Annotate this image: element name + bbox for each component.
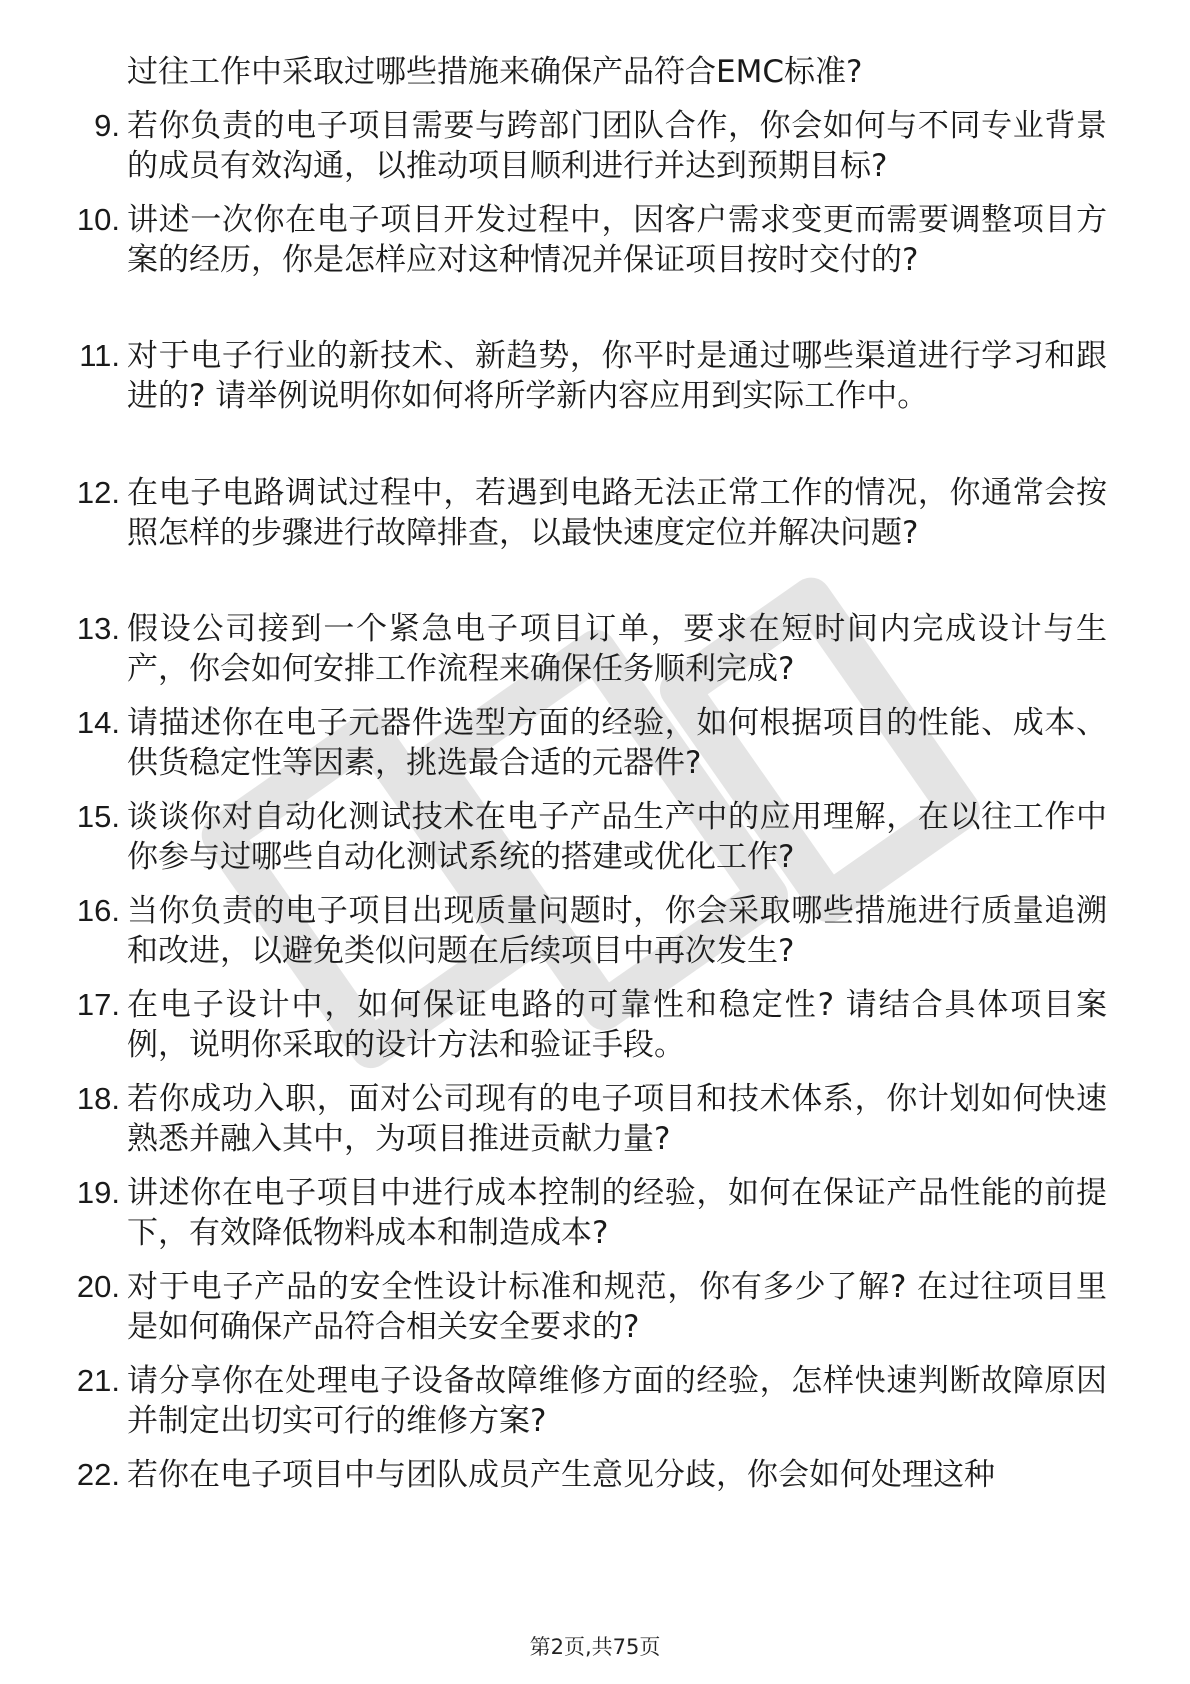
question-number: 21.: [76, 1363, 120, 1398]
question-number: 15.: [76, 799, 120, 834]
question-number: 17.: [76, 987, 120, 1022]
question-number: 10.: [76, 202, 120, 237]
question-text: 在电子电路调试过程中，若遇到电路无法正常工作的情况，你通常会按照怎样的步骤进行故障排查，以最快速度定位并解决问题?: [127, 475, 1107, 551]
question-text: 谈谈你对自动化测试技术在电子产品生产中的应用理解，在以往工作中你参与过哪些自动化测试系统的搭建或优化工作?: [127, 799, 1107, 875]
question-number: 12.: [76, 475, 120, 510]
question-text: 若你成功入职，面对公司现有的电子项目和技术体系，你计划如何快速熟悉并融入其中，为项目推进贡献力量?: [127, 1081, 1107, 1157]
question-text: 讲述一次你在电子项目开发过程中，因客户需求变更而需要调整项目方案的经历，你是怎样应对这种情况并保证项目按时交付的?: [127, 202, 1107, 278]
question-text: 讲述你在电子项目中进行成本控制的经验，如何在保证产品性能的前提下，有效降低物料成本和制造成本?: [127, 1175, 1107, 1251]
question-text: 若你在电子项目中与团队成员产生意见分歧，你会如何处理这种: [127, 1457, 995, 1493]
question-text: 若你负责的电子项目需要与跨部门团队合作，你会如何与不同专业背景的成员有效沟通，以推动项目顺利进行并达到预期目标?: [127, 108, 1107, 184]
question-number: 9.: [94, 108, 120, 143]
question-text: 对于电子行业的新技术、新趋势，你平时是通过哪些渠道进行学习和跟进的? 请举例说明你如何将所学新内容应用到实际工作中。: [127, 338, 1107, 414]
question-number: 11.: [79, 338, 120, 373]
question-text: 假设公司接到一个紧急电子项目订单，要求在短时间内完成设计与生产，你会如何安排工作流程来确保任务顺利完成?: [127, 611, 1107, 687]
question-text: 当你负责的电子项目出现质量问题时，你会采取哪些措施进行质量追溯和改进，以避免类似问题在后续项目中再次发生?: [127, 893, 1107, 969]
question-number: 14.: [76, 705, 120, 740]
question-number: 20.: [76, 1269, 120, 1304]
question-text: 对于电子产品的安全性设计标准和规范，你有多少了解? 在过往项目里是如何确保产品符合相关安全要求的?: [127, 1269, 1107, 1345]
page-footer: 第2页,共75页: [529, 1635, 661, 1659]
question-number: 19.: [76, 1175, 120, 1210]
question-text: 请分享你在处理电子设备故障维修方面的经验，怎样快速判断故障原因并制定出切实可行的维修方案?: [127, 1363, 1107, 1439]
question-text: 在电子设计中，如何保证电路的可靠性和稳定性? 请结合具体项目案例，说明你采取的设计方法和验证手段。: [127, 987, 1107, 1063]
continuation-text: 过往工作中采取过哪些措施来确保产品符合EMC标准?: [127, 54, 863, 90]
question-text: 请描述你在电子元器件选型方面的经验，如何根据项目的性能、成本、供货稳定性等因素，挑选最合适的元器件?: [127, 705, 1107, 781]
question-number: 13.: [76, 611, 120, 646]
question-number: 22.: [76, 1457, 120, 1492]
question-number: 16.: [76, 893, 120, 928]
question-number: 18.: [76, 1081, 120, 1116]
